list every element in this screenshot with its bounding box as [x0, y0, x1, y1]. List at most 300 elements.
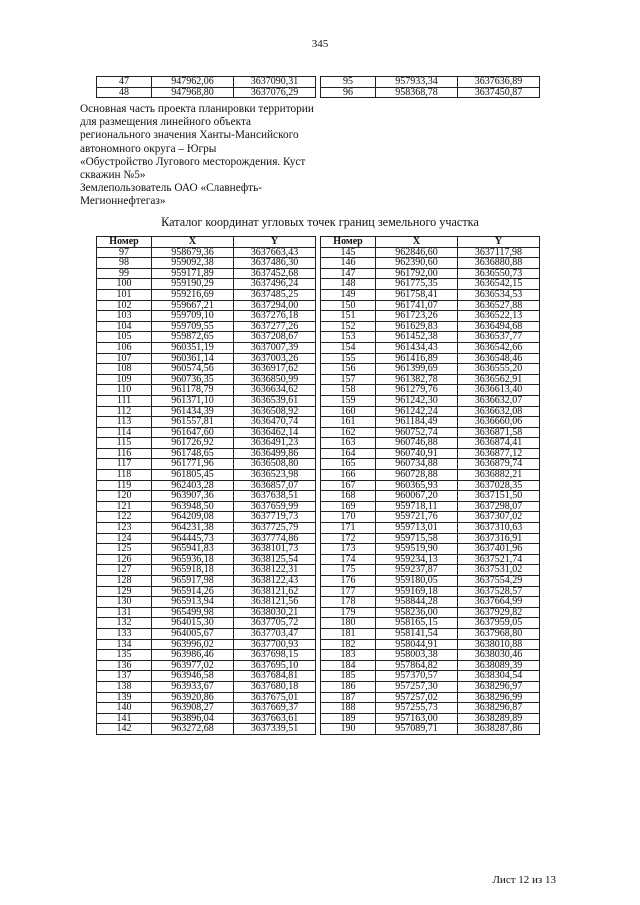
x-coordinate-cell: 960365,93: [376, 480, 458, 491]
x-coordinate-cell: 962390,60: [376, 258, 458, 269]
y-coordinate-cell: 3637636,89: [458, 77, 540, 88]
x-coordinate-cell: 959190,29: [152, 279, 234, 290]
x-coordinate-cell: 965499,98: [152, 607, 234, 618]
y-coordinate-cell: 3637117,98: [458, 247, 540, 258]
point-number-cell: 150: [321, 300, 376, 311]
point-number-cell: 114: [97, 427, 152, 438]
y-coordinate-cell: 3637680,18: [234, 681, 316, 692]
description-line: Основная часть проекта планировки территории: [80, 103, 314, 115]
x-coordinate-cell: 959519,90: [376, 544, 458, 555]
y-coordinate-cell: 3636508,92: [234, 406, 316, 417]
table-row: [97, 501, 316, 512]
table-row: [321, 459, 540, 470]
point-number-cell: 151: [321, 311, 376, 322]
point-number-cell: 142: [97, 724, 152, 735]
x-coordinate-cell: 963946,58: [152, 671, 234, 682]
x-coordinate-cell: 961792,00: [376, 268, 458, 279]
description-line: Землепользователь ОАО «Славнефть-: [80, 182, 263, 195]
y-coordinate-cell: 3638122,31: [234, 565, 316, 576]
point-number-cell: 126: [97, 554, 152, 565]
x-coordinate-cell: 960736,35: [152, 374, 234, 385]
table-row: [97, 364, 316, 375]
point-number-cell: 153: [321, 332, 376, 343]
table-row: [97, 628, 316, 639]
coordinates-table-right: [320, 236, 540, 735]
y-coordinate-cell: 3637450,87: [458, 87, 540, 98]
x-coordinate-cell: 961629,83: [376, 321, 458, 332]
table-row: [321, 576, 540, 587]
x-coordinate-cell: 960361,14: [152, 353, 234, 364]
point-number-cell: 164: [321, 448, 376, 459]
table-row: [321, 289, 540, 300]
table-row: [321, 406, 540, 417]
x-coordinate-cell: 961399,69: [376, 364, 458, 375]
table-row: [321, 364, 540, 375]
y-coordinate-cell: 3637452,68: [234, 268, 316, 279]
description-line: «Обустройство Лугового месторождения. Куст: [80, 155, 306, 168]
table-row: [321, 448, 540, 459]
y-coordinate-cell: 3637700,93: [234, 639, 316, 650]
x-coordinate-cell: 961775,35: [376, 279, 458, 290]
point-number-cell: 162: [321, 427, 376, 438]
page-number: 345: [311, 38, 329, 50]
point-number-cell: 178: [321, 597, 376, 608]
coordinates-table-left: [96, 236, 316, 735]
point-number-cell: 96: [321, 87, 376, 98]
x-coordinate-cell: 958368,78: [376, 87, 458, 98]
table-row: [321, 597, 540, 608]
x-coordinate-cell: 957089,71: [376, 724, 458, 735]
table-row: [97, 491, 316, 502]
x-coordinate-cell: 964015,30: [152, 618, 234, 629]
y-coordinate-cell: 3637485,25: [234, 289, 316, 300]
catalog-title: Каталог координат угловых точек границ земельного участка: [161, 215, 479, 229]
x-coordinate-cell: 959180,05: [376, 576, 458, 587]
x-coordinate-cell: 958044,91: [376, 639, 458, 650]
y-coordinate-cell: 3637725,79: [234, 523, 316, 534]
y-coordinate-cell: 3637208,67: [234, 332, 316, 343]
table-row: [97, 639, 316, 650]
point-number-cell: 146: [321, 258, 376, 269]
y-coordinate-cell: 3637151,50: [458, 491, 540, 502]
y-coordinate-cell: 3637669,37: [234, 703, 316, 714]
x-coordinate-cell: 963896,04: [152, 713, 234, 724]
x-coordinate-cell: 960728,88: [376, 470, 458, 481]
point-number-cell: 129: [97, 586, 152, 597]
x-coordinate-cell: 961382,78: [376, 374, 458, 385]
y-coordinate-cell: 3636542,15: [458, 279, 540, 290]
y-coordinate-cell: 3638030,21: [234, 607, 316, 618]
x-coordinate-cell: 959872,65: [152, 332, 234, 343]
table-row: [97, 533, 316, 544]
y-coordinate-cell: 3636879,74: [458, 459, 540, 470]
y-coordinate-cell: 3638122,43: [234, 576, 316, 587]
point-number-cell: 134: [97, 639, 152, 650]
point-number-cell: 110: [97, 385, 152, 396]
x-coordinate-cell: 959709,10: [152, 311, 234, 322]
y-coordinate-cell: 3637695,10: [234, 660, 316, 671]
x-coordinate-cell: 964231,38: [152, 523, 234, 534]
table-row: [97, 470, 316, 481]
point-number-cell: 123: [97, 523, 152, 534]
x-coordinate-cell: 961184,49: [376, 417, 458, 428]
point-number-cell: 182: [321, 639, 376, 650]
point-number-cell: 105: [97, 332, 152, 343]
table-row: [321, 692, 540, 703]
project-description: [80, 103, 340, 209]
y-coordinate-cell: 3638010,88: [458, 639, 540, 650]
table-row: [97, 597, 316, 608]
x-coordinate-cell: 947962,06: [152, 77, 234, 88]
point-number-cell: 155: [321, 353, 376, 364]
table-row: [321, 395, 540, 406]
point-number-cell: 156: [321, 364, 376, 375]
table-row: [97, 512, 316, 523]
point-number-cell: 119: [97, 480, 152, 491]
point-number-cell: 145: [321, 247, 376, 258]
table-row: [321, 650, 540, 661]
y-coordinate-cell: 3637496,24: [234, 279, 316, 290]
table-row: [97, 417, 316, 428]
table-row: [97, 300, 316, 311]
point-number-cell: 148: [321, 279, 376, 290]
table-row: [97, 713, 316, 724]
point-number-cell: 102: [97, 300, 152, 311]
point-number-cell: 138: [97, 681, 152, 692]
y-coordinate-cell: 3637486,30: [234, 258, 316, 269]
y-coordinate-cell: 3638030,46: [458, 650, 540, 661]
y-coordinate-cell: 3637659,99: [234, 501, 316, 512]
y-coordinate-cell: 3636850,99: [234, 374, 316, 385]
x-coordinate-cell: 965917,98: [152, 576, 234, 587]
y-coordinate-cell: 3636542,66: [458, 342, 540, 353]
table-row: [321, 480, 540, 491]
x-coordinate-cell: 961371,10: [152, 395, 234, 406]
x-coordinate-cell: 958003,38: [376, 650, 458, 661]
table-row: [97, 618, 316, 629]
y-coordinate-cell: 3636522,13: [458, 311, 540, 322]
table-row: [97, 258, 316, 269]
x-coordinate-cell: 961758,41: [376, 289, 458, 300]
table-row: [321, 713, 540, 724]
y-coordinate-cell: 3636857,07: [234, 480, 316, 491]
y-coordinate-cell: 3636613,40: [458, 385, 540, 396]
y-coordinate-cell: 3636534,53: [458, 289, 540, 300]
y-coordinate-cell: 3637528,57: [458, 586, 540, 597]
point-number-cell: 172: [321, 533, 376, 544]
y-coordinate-cell: 3637703,47: [234, 628, 316, 639]
x-coordinate-cell: 961242,24: [376, 406, 458, 417]
point-number-cell: 136: [97, 660, 152, 671]
x-coordinate-cell: 964209,08: [152, 512, 234, 523]
x-coordinate-cell: 965941,83: [152, 544, 234, 555]
point-number-cell: 99: [97, 268, 152, 279]
point-number-cell: 132: [97, 618, 152, 629]
y-coordinate-cell: 3638296,87: [458, 703, 540, 714]
y-coordinate-cell: 3637663,61: [234, 713, 316, 724]
table-row: [97, 586, 316, 597]
x-coordinate-cell: 961434,43: [376, 342, 458, 353]
y-coordinate-cell: 3637664,99: [458, 597, 540, 608]
point-number-cell: 112: [97, 406, 152, 417]
table-row: [97, 353, 316, 364]
point-number-cell: 95: [321, 77, 376, 88]
x-coordinate-cell: 959709,55: [152, 321, 234, 332]
x-coordinate-cell: 961434,39: [152, 406, 234, 417]
point-number-cell: 180: [321, 618, 376, 629]
table-row: [321, 321, 540, 332]
point-number-cell: 169: [321, 501, 376, 512]
x-coordinate-cell: 957255,73: [376, 703, 458, 714]
x-coordinate-cell: 958165,15: [376, 618, 458, 629]
point-number-cell: 149: [321, 289, 376, 300]
point-number-cell: 183: [321, 650, 376, 661]
table-row: [321, 523, 540, 534]
y-coordinate-cell: 3638101,73: [234, 544, 316, 555]
point-number-cell: 163: [321, 438, 376, 449]
y-coordinate-cell: 3637076,29: [234, 87, 316, 98]
point-number-cell: 115: [97, 438, 152, 449]
y-coordinate-cell: 3637310,63: [458, 523, 540, 534]
y-coordinate-cell: 3637663,43: [234, 247, 316, 258]
table-row: [321, 87, 540, 98]
y-coordinate-cell: 3636871,58: [458, 427, 540, 438]
table-row: [97, 321, 316, 332]
description-line: автономного округа – Югры: [80, 142, 217, 155]
table-row: [97, 395, 316, 406]
table-row: [321, 681, 540, 692]
table-row: [321, 311, 540, 322]
point-number-cell: 188: [321, 703, 376, 714]
y-coordinate-cell: 3637294,00: [234, 300, 316, 311]
x-coordinate-cell: 959237,87: [376, 565, 458, 576]
x-coordinate-cell: 957933,34: [376, 77, 458, 88]
point-number-cell: 167: [321, 480, 376, 491]
point-number-cell: 122: [97, 512, 152, 523]
header-number: Номер: [321, 237, 376, 248]
x-coordinate-cell: 959721,76: [376, 512, 458, 523]
table-row: [321, 544, 540, 555]
y-coordinate-cell: 3636562,91: [458, 374, 540, 385]
x-coordinate-cell: 960740,91: [376, 448, 458, 459]
x-coordinate-cell: 959171,89: [152, 268, 234, 279]
x-coordinate-cell: 961557,81: [152, 417, 234, 428]
point-number-cell: 106: [97, 342, 152, 353]
point-number-cell: 147: [321, 268, 376, 279]
table-row: [321, 491, 540, 502]
table-row: [97, 660, 316, 671]
x-coordinate-cell: 947968,80: [152, 87, 234, 98]
point-number-cell: 185: [321, 671, 376, 682]
table-row: [321, 628, 540, 639]
y-coordinate-cell: 3636632,08: [458, 406, 540, 417]
description-line: для размещения линейного объекта: [80, 116, 252, 129]
table-row: [97, 247, 316, 258]
x-coordinate-cell: 958141,54: [376, 628, 458, 639]
point-number-cell: 111: [97, 395, 152, 406]
top-coordinates-table-left: [96, 76, 316, 98]
point-number-cell: 120: [97, 491, 152, 502]
table-row: [321, 565, 540, 576]
table-row: [321, 417, 540, 428]
point-number-cell: 171: [321, 523, 376, 534]
y-coordinate-cell: 3637003,26: [234, 353, 316, 364]
point-number-cell: 121: [97, 501, 152, 512]
table-row: [97, 342, 316, 353]
x-coordinate-cell: 960351,19: [152, 342, 234, 353]
x-coordinate-cell: 957257,30: [376, 681, 458, 692]
y-coordinate-cell: 3637675,01: [234, 692, 316, 703]
y-coordinate-cell: 3636523,98: [234, 470, 316, 481]
point-number-cell: 133: [97, 628, 152, 639]
x-coordinate-cell: 959715,58: [376, 533, 458, 544]
table-row: [321, 724, 540, 735]
y-coordinate-cell: 3637929,82: [458, 607, 540, 618]
point-number-cell: 184: [321, 660, 376, 671]
table-row: [321, 385, 540, 396]
y-coordinate-cell: 3638125,54: [234, 554, 316, 565]
point-number-cell: 117: [97, 459, 152, 470]
y-coordinate-cell: 3637719,73: [234, 512, 316, 523]
y-coordinate-cell: 3637028,35: [458, 480, 540, 491]
y-coordinate-cell: 3638121,62: [234, 586, 316, 597]
x-coordinate-cell: 959092,38: [152, 258, 234, 269]
y-coordinate-cell: 3636632,07: [458, 395, 540, 406]
point-number-cell: 100: [97, 279, 152, 290]
point-number-cell: 173: [321, 544, 376, 555]
point-number-cell: 190: [321, 724, 376, 735]
y-coordinate-cell: 3637959,05: [458, 618, 540, 629]
y-coordinate-cell: 3638296,99: [458, 692, 540, 703]
point-number-cell: 174: [321, 554, 376, 565]
point-number-cell: 141: [97, 713, 152, 724]
x-coordinate-cell: 963986,46: [152, 650, 234, 661]
x-coordinate-cell: 961452,38: [376, 332, 458, 343]
header-y: Y: [458, 237, 540, 248]
table-row: [97, 650, 316, 661]
description-line: Мегионнефтегаз»: [80, 195, 166, 208]
table-row: [97, 681, 316, 692]
table-row: [321, 438, 540, 449]
point-number-cell: 187: [321, 692, 376, 703]
point-number-cell: 177: [321, 586, 376, 597]
point-number-cell: 124: [97, 533, 152, 544]
point-number-cell: 103: [97, 311, 152, 322]
table-row: [321, 554, 540, 565]
x-coordinate-cell: 961726,92: [152, 438, 234, 449]
y-coordinate-cell: 3637638,51: [234, 491, 316, 502]
y-coordinate-cell: 3636491,23: [234, 438, 316, 449]
table-row: [97, 311, 316, 322]
y-coordinate-cell: 3637554,29: [458, 576, 540, 587]
x-coordinate-cell: 957864,82: [376, 660, 458, 671]
point-number-cell: 179: [321, 607, 376, 618]
y-coordinate-cell: 3636548,46: [458, 353, 540, 364]
point-number-cell: 170: [321, 512, 376, 523]
y-coordinate-cell: 3637968,80: [458, 628, 540, 639]
y-coordinate-cell: 3637307,02: [458, 512, 540, 523]
x-coordinate-cell: 961748,65: [152, 448, 234, 459]
x-coordinate-cell: 963920,86: [152, 692, 234, 703]
table-row: [321, 332, 540, 343]
table-row: [321, 427, 540, 438]
point-number-cell: 168: [321, 491, 376, 502]
y-coordinate-cell: 3637298,07: [458, 501, 540, 512]
point-number-cell: 181: [321, 628, 376, 639]
y-coordinate-cell: 3638121,56: [234, 597, 316, 608]
x-coordinate-cell: 958236,00: [376, 607, 458, 618]
y-coordinate-cell: 3638089,39: [458, 660, 540, 671]
x-coordinate-cell: 961741,07: [376, 300, 458, 311]
table-header-row: [321, 237, 540, 248]
header-y: Y: [234, 237, 316, 248]
point-number-cell: 116: [97, 448, 152, 459]
x-coordinate-cell: 965913,94: [152, 597, 234, 608]
point-number-cell: 139: [97, 692, 152, 703]
table-row: [321, 586, 540, 597]
table-row: [97, 332, 316, 343]
y-coordinate-cell: 3638304,54: [458, 671, 540, 682]
x-coordinate-cell: 961242,30: [376, 395, 458, 406]
table-row: [321, 77, 540, 88]
table-row: [321, 671, 540, 682]
y-coordinate-cell: 3637277,26: [234, 321, 316, 332]
x-coordinate-cell: 963996,02: [152, 639, 234, 650]
table-row: [97, 554, 316, 565]
y-coordinate-cell: 3637705,72: [234, 618, 316, 629]
sheet-label: Лист 12 из 13: [492, 874, 556, 886]
x-coordinate-cell: 961647,60: [152, 427, 234, 438]
x-coordinate-cell: 962403,28: [152, 480, 234, 491]
y-coordinate-cell: 3637521,74: [458, 554, 540, 565]
table-row: [321, 279, 540, 290]
y-coordinate-cell: 3636537,77: [458, 332, 540, 343]
y-coordinate-cell: 3637401,96: [458, 544, 540, 555]
y-coordinate-cell: 3636470,74: [234, 417, 316, 428]
table-row: [97, 406, 316, 417]
y-coordinate-cell: 3637684,81: [234, 671, 316, 682]
x-coordinate-cell: 965936,18: [152, 554, 234, 565]
point-number-cell: 157: [321, 374, 376, 385]
table-row: [321, 374, 540, 385]
x-coordinate-cell: 959169,18: [376, 586, 458, 597]
table-row: [321, 639, 540, 650]
table-row: [97, 448, 316, 459]
point-number-cell: 158: [321, 385, 376, 396]
point-number-cell: 127: [97, 565, 152, 576]
x-coordinate-cell: 963907,36: [152, 491, 234, 502]
table-row: [97, 692, 316, 703]
point-number-cell: 160: [321, 406, 376, 417]
table-row: [321, 512, 540, 523]
table-row: [97, 565, 316, 576]
point-number-cell: 98: [97, 258, 152, 269]
table-row: [321, 607, 540, 618]
description-line: регионального значения Ханты-Мансийского: [80, 129, 299, 142]
point-number-cell: 159: [321, 395, 376, 406]
point-number-cell: 107: [97, 353, 152, 364]
point-number-cell: 154: [321, 342, 376, 353]
table-row: [97, 385, 316, 396]
point-number-cell: 152: [321, 321, 376, 332]
point-number-cell: 118: [97, 470, 152, 481]
table-row: [97, 724, 316, 735]
table-row: [97, 459, 316, 470]
y-coordinate-cell: 3636508,80: [234, 459, 316, 470]
point-number-cell: 97: [97, 247, 152, 258]
x-coordinate-cell: 957257,02: [376, 692, 458, 703]
y-coordinate-cell: 3637531,02: [458, 565, 540, 576]
